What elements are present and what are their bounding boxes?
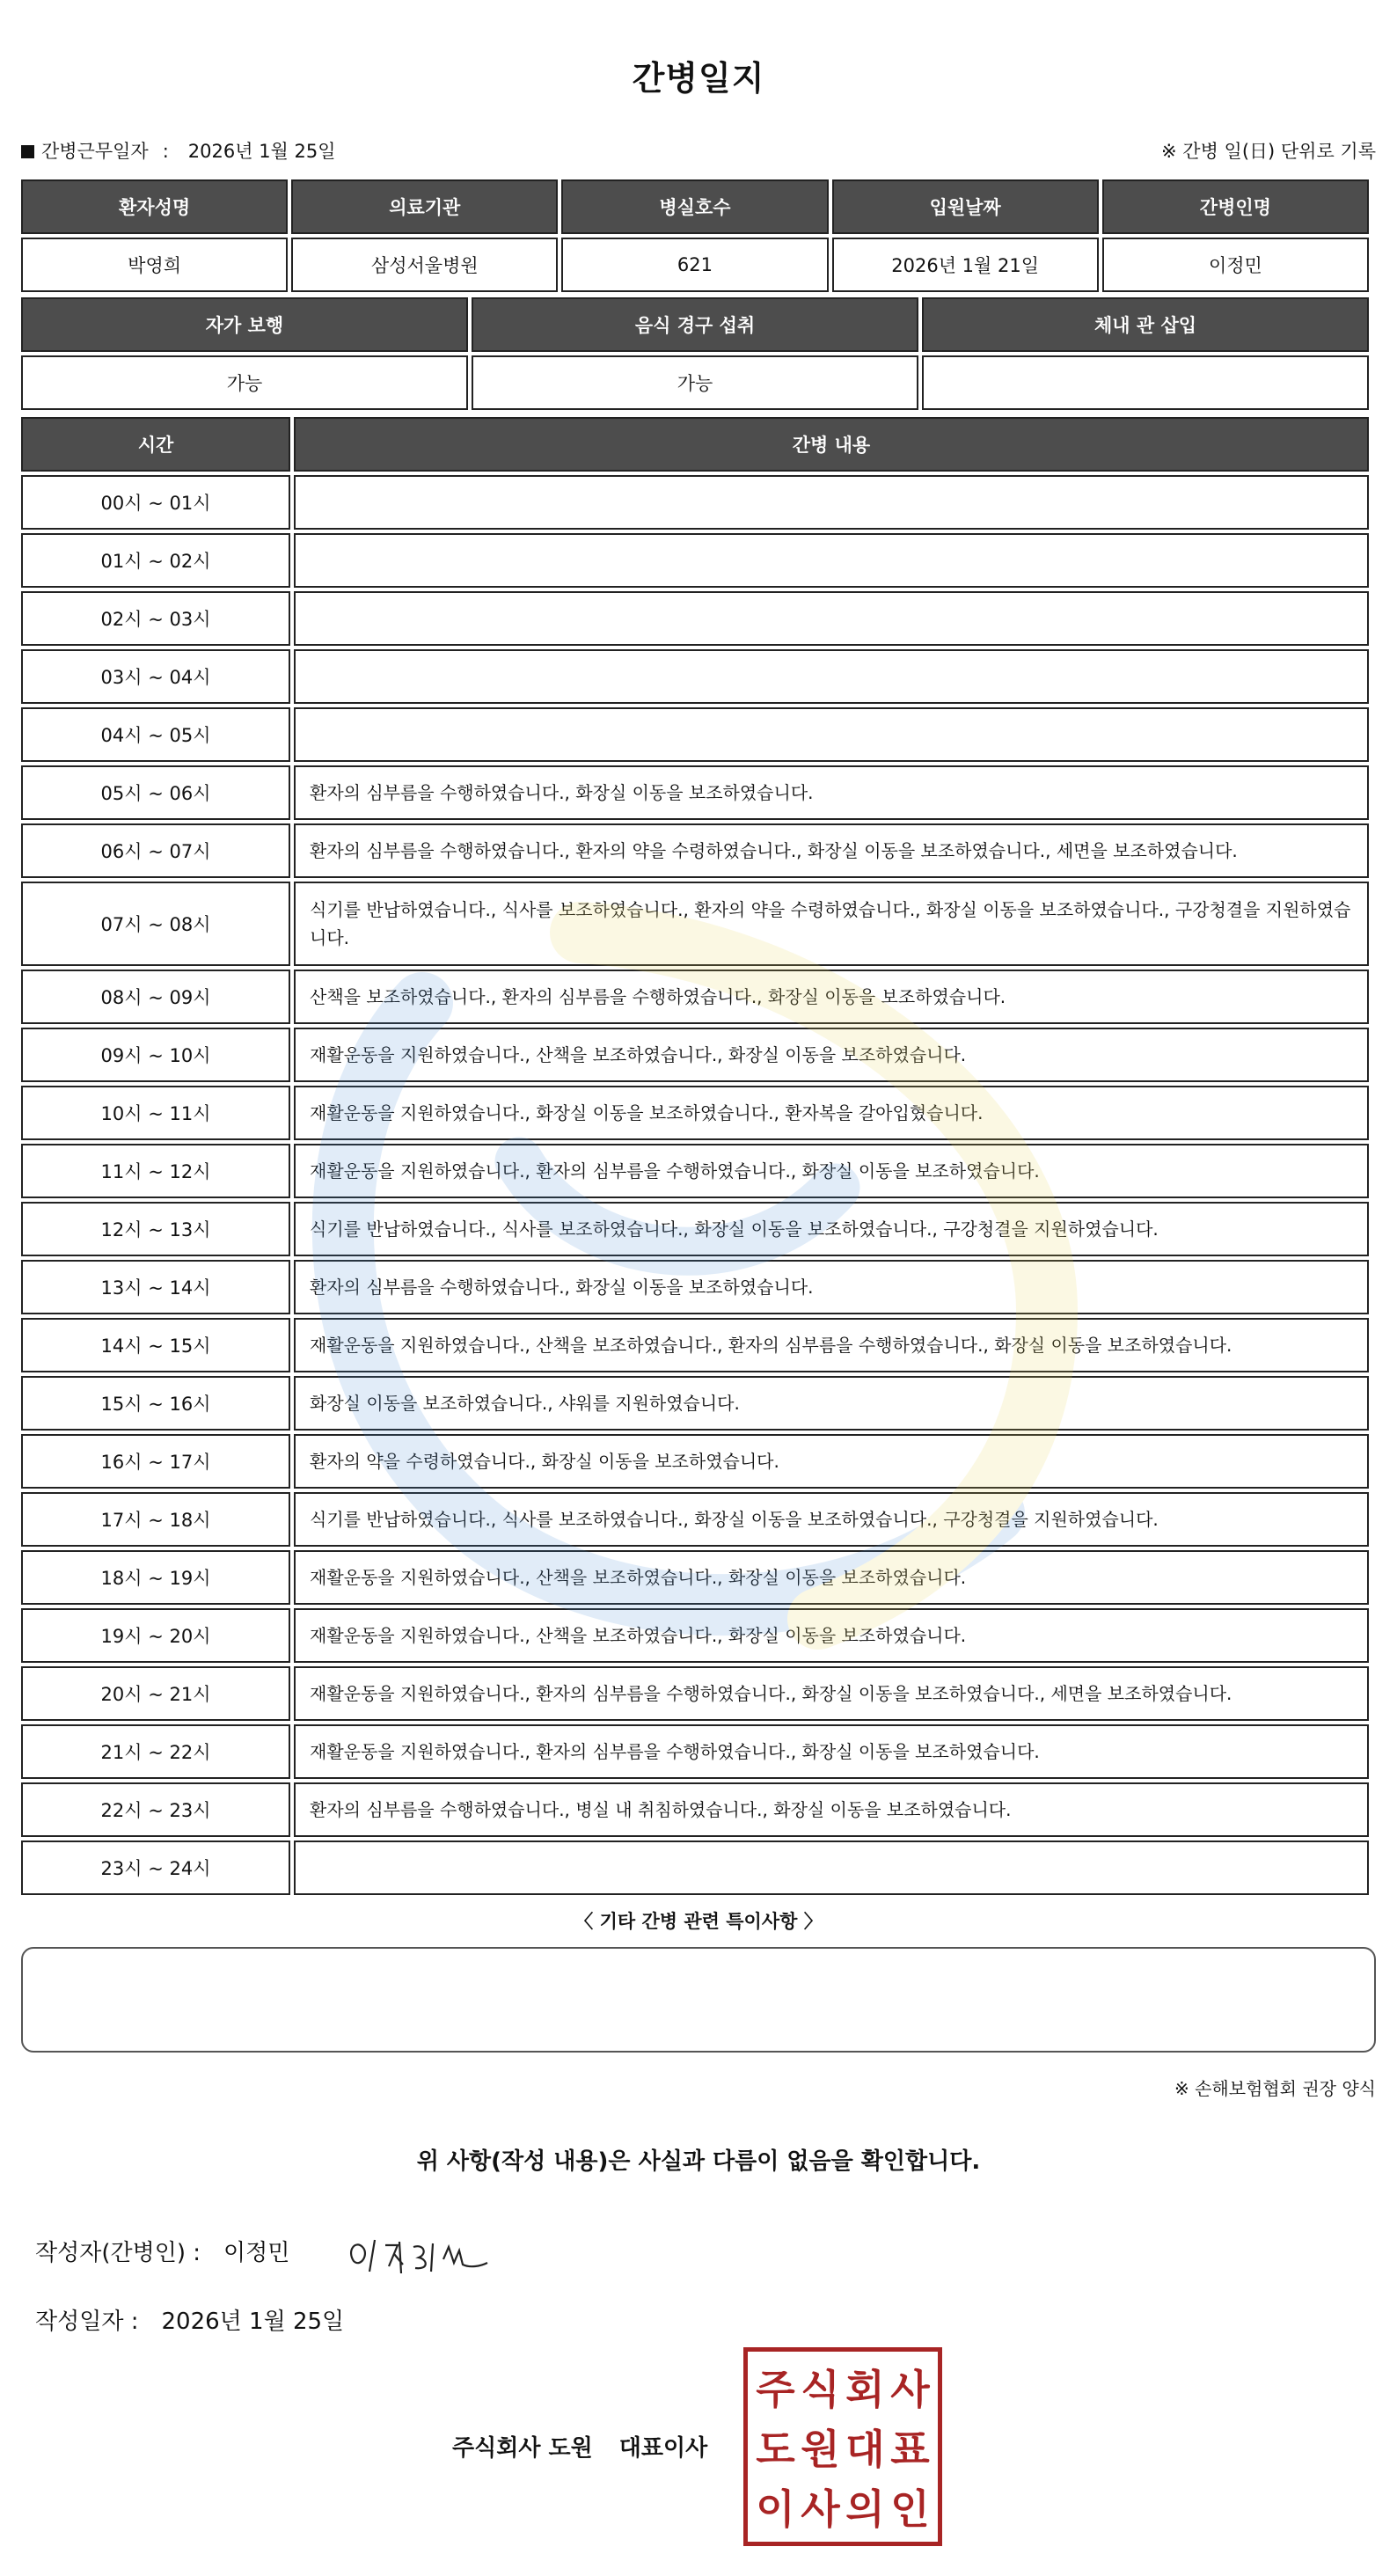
- log-time-cell: 14시 ~ 15시: [21, 1318, 290, 1372]
- log-content-cell: 환자의 심부름을 수행하였습니다., 화장실 이동을 보조하였습니다.: [294, 765, 1369, 820]
- log-row: [21, 649, 1369, 704]
- log-content-cell: 화장실 이동을 보조하였습니다., 샤워를 지원하였습니다.: [294, 1376, 1369, 1431]
- log-time-cell: 10시 ~ 11시: [21, 1086, 290, 1140]
- company-line: [452, 2430, 707, 2463]
- company-seal-stamp: [743, 2347, 942, 2546]
- log-time-cell: 01시 ~ 02시: [21, 533, 290, 588]
- tube-insertion: [922, 355, 1369, 410]
- seal-characters: [753, 2357, 933, 2536]
- log-time-cell: 16시 ~ 17시: [21, 1434, 290, 1489]
- log-content-cell: [294, 475, 1369, 530]
- seal-character: 표: [890, 2426, 930, 2473]
- care-log-table: [18, 413, 1372, 1899]
- patient-value-row: [21, 238, 1369, 292]
- seal-character: 도: [756, 2426, 795, 2473]
- log-row: [21, 882, 1369, 966]
- special-notes-title: 〈 기타 간병 관련 특이사항 〉: [574, 1911, 823, 1932]
- log-time-cell: 22시 ~ 23시: [21, 1782, 290, 1837]
- log-row: [21, 1144, 1369, 1198]
- log-content-cell: [294, 591, 1369, 646]
- log-time-cell: 13시 ~ 14시: [21, 1260, 290, 1314]
- log-content-cell: 재활운동을 지원하였습니다., 환자의 심부름을 수행하였습니다., 화장실 이동을 보조하였습니다., 세면을 보조하였습니다.: [294, 1666, 1369, 1721]
- confirmation-statement: 위 사항(작성 내용)은 사실과 다름이 없음을 확인합니다.: [416, 2148, 981, 2175]
- admission-date: 2026년 1월 21일: [832, 238, 1099, 292]
- log-content-cell: 재활운동을 지원하였습니다., 환자의 심부름을 수행하였습니다., 화장실 이동을 보조하였습니다.: [294, 1144, 1369, 1198]
- log-time-cell: 09시 ~ 10시: [21, 1028, 290, 1082]
- seal-character: 주: [756, 2366, 795, 2413]
- header-care-content: 간병 내용: [294, 417, 1369, 472]
- log-content-cell: 재활운동을 지원하였습니다., 환자의 심부름을 수행하였습니다., 화장실 이동을 보조하였습니다.: [294, 1724, 1369, 1779]
- log-content-cell: 환자의 심부름을 수행하였습니다., 화장실 이동을 보조하였습니다.: [294, 1260, 1369, 1314]
- hospital: 삼성서울병원: [291, 238, 558, 292]
- header-oral-intake: 음식 경구 섭취: [472, 297, 918, 352]
- log-time-cell: 19시 ~ 20시: [21, 1608, 290, 1663]
- log-row: [21, 823, 1369, 878]
- log-time-cell: 21시 ~ 22시: [21, 1724, 290, 1779]
- record-note: ※ 간병 일(日) 단위로 기록: [1161, 141, 1376, 162]
- meta-row: [21, 137, 1376, 167]
- log-row: [21, 1608, 1369, 1663]
- log-time-cell: 17시 ~ 18시: [21, 1492, 290, 1547]
- header-self-walking: 자가 보행: [21, 297, 468, 352]
- log-content-cell: 재활운동을 지원하였습니다., 화장실 이동을 보조하였습니다., 환자복을 갈아입혔습니다.: [294, 1086, 1369, 1140]
- seal-character: 이: [756, 2485, 795, 2533]
- log-content-cell: [294, 649, 1369, 704]
- log-row: [21, 970, 1369, 1024]
- log-content-cell: 재활운동을 지원하였습니다., 산책을 보조하였습니다., 화장실 이동을 보조하였습니다.: [294, 1550, 1369, 1605]
- work-date: [21, 137, 336, 164]
- patient-header-row: [21, 179, 1369, 234]
- writer-name: 이정민: [223, 2240, 290, 2266]
- header-hospital: 의료기관: [291, 179, 558, 234]
- log-row: [21, 1550, 1369, 1605]
- log-content-cell: 재활운동을 지원하였습니다., 산책을 보조하였습니다., 화장실 이동을 보조하였습니다.: [294, 1028, 1369, 1082]
- seal-character: 사: [890, 2366, 930, 2413]
- log-time-cell: 20시 ~ 21시: [21, 1666, 290, 1721]
- writer-label: 작성자(간병인) :: [35, 2240, 201, 2266]
- ability-table: [18, 294, 1372, 413]
- log-content-cell: 재활운동을 지원하였습니다., 산책을 보조하였습니다., 화장실 이동을 보조하였습니다.: [294, 1608, 1369, 1663]
- log-row: [21, 1492, 1369, 1547]
- log-content-cell: 산책을 보조하였습니다., 환자의 심부름을 수행하였습니다., 화장실 이동을 보조하였습니다.: [294, 970, 1369, 1024]
- header-room: 병실호수: [561, 179, 828, 234]
- log-time-cell: 18시 ~ 19시: [21, 1550, 290, 1605]
- work-date-value: 2026년 1월 25일: [187, 141, 336, 162]
- seal-character: 대: [845, 2426, 885, 2473]
- recommendation-note: ※ 손해보험협회 권장 양식: [1174, 2078, 1376, 2099]
- company-representative-title: 대표이사: [618, 2435, 708, 2462]
- log-time-cell: 04시 ~ 05시: [21, 707, 290, 762]
- log-row: [21, 1086, 1369, 1140]
- log-content-cell: 환자의 심부름을 수행하였습니다., 환자의 약을 수령하였습니다., 화장실 이동을 보조하였습니다., 세면을 보조하였습니다.: [294, 823, 1369, 878]
- log-row: [21, 1724, 1369, 1779]
- log-row: [21, 591, 1369, 646]
- ability-value-row: [21, 355, 1369, 410]
- work-date-label: 간병근무일자: [41, 141, 149, 162]
- document-title: 간병일지: [632, 59, 765, 98]
- caregiver-name: 이정민: [1102, 238, 1369, 292]
- log-time-cell: 07시 ~ 08시: [21, 882, 290, 966]
- log-row: [21, 533, 1369, 588]
- written-date-line: [35, 2303, 344, 2336]
- ability-header-row: [21, 297, 1369, 352]
- log-time-cell: 08시 ~ 09시: [21, 970, 290, 1024]
- bullet-square-icon: [21, 145, 34, 158]
- patient-info-table: [18, 176, 1372, 296]
- patient-name: 박영희: [21, 238, 288, 292]
- log-time-cell: 05시 ~ 06시: [21, 765, 290, 820]
- log-content-cell: 재활운동을 지원하였습니다., 산책을 보조하였습니다., 환자의 심부름을 수행하였습니다., 화장실 이동을 보조하였습니다.: [294, 1318, 1369, 1372]
- log-content-cell: [294, 1841, 1369, 1895]
- log-time-cell: 11시 ~ 12시: [21, 1144, 290, 1198]
- log-row: [21, 707, 1369, 762]
- room-number: 621: [561, 238, 828, 292]
- header-patient-name: 환자성명: [21, 179, 288, 234]
- log-time-cell: 02시 ~ 03시: [21, 591, 290, 646]
- log-row: [21, 1260, 1369, 1314]
- log-content-cell: 환자의 약을 수령하였습니다., 화장실 이동을 보조하였습니다.: [294, 1434, 1369, 1489]
- oral-intake: 가능: [472, 355, 918, 410]
- log-row: [21, 1841, 1369, 1895]
- log-time-cell: 23시 ~ 24시: [21, 1841, 290, 1895]
- seal-character: 식: [801, 2366, 840, 2413]
- log-row: [21, 1666, 1369, 1721]
- log-row: [21, 1376, 1369, 1431]
- log-row: [21, 1028, 1369, 1082]
- company-name: 주식회사 도원: [452, 2435, 593, 2462]
- special-notes-box: [21, 1947, 1376, 2053]
- log-content-cell: 환자의 심부름을 수행하였습니다., 병실 내 취침하였습니다., 화장실 이동을 보조하였습니다.: [294, 1782, 1369, 1837]
- work-date-separator: :: [162, 141, 169, 162]
- written-date-label: 작성일자 :: [35, 2309, 139, 2335]
- written-date-value: 2026년 1월 25일: [161, 2309, 345, 2335]
- log-row: [21, 1434, 1369, 1489]
- seal-character: 사: [801, 2485, 840, 2533]
- log-content-cell: 식기를 반납하였습니다., 식사를 보조하였습니다., 화장실 이동을 보조하였습니다., 구강청결을 지원하였습니다.: [294, 1492, 1369, 1547]
- header-admission-date: 입원날짜: [832, 179, 1099, 234]
- header-time: 시간: [21, 417, 290, 472]
- log-row: [21, 475, 1369, 530]
- seal-character: 의: [845, 2485, 885, 2533]
- log-content-cell: [294, 533, 1369, 588]
- writer-line: [35, 2235, 289, 2267]
- log-row: [21, 765, 1369, 820]
- log-row: [21, 1782, 1369, 1837]
- header-tube-insertion: 체내 관 삽입: [922, 297, 1369, 352]
- log-time-cell: 00시 ~ 01시: [21, 475, 290, 530]
- seal-character: 인: [890, 2485, 930, 2533]
- seal-character: 원: [801, 2426, 840, 2473]
- log-content-cell: 식기를 반납하였습니다., 식사를 보조하였습니다., 화장실 이동을 보조하였습니다., 구강청결을 지원하였습니다.: [294, 1202, 1369, 1256]
- handwritten-signature: [343, 2224, 493, 2286]
- self-walking: 가능: [21, 355, 468, 410]
- log-header-row: [21, 417, 1369, 472]
- log-content-cell: [294, 707, 1369, 762]
- log-time-cell: 03시 ~ 04시: [21, 649, 290, 704]
- log-row: [21, 1202, 1369, 1256]
- header-caregiver: 간병인명: [1102, 179, 1369, 234]
- log-time-cell: 06시 ~ 07시: [21, 823, 290, 878]
- log-content-cell: 식기를 반납하였습니다., 식사를 보조하였습니다., 환자의 약을 수령하였습니다., 화장실 이동을 보조하였습니다., 구강청결을 지원하였습니다.: [294, 882, 1369, 966]
- log-row: [21, 1318, 1369, 1372]
- log-time-cell: 12시 ~ 13시: [21, 1202, 290, 1256]
- log-time-cell: 15시 ~ 16시: [21, 1376, 290, 1431]
- seal-character: 회: [845, 2366, 885, 2413]
